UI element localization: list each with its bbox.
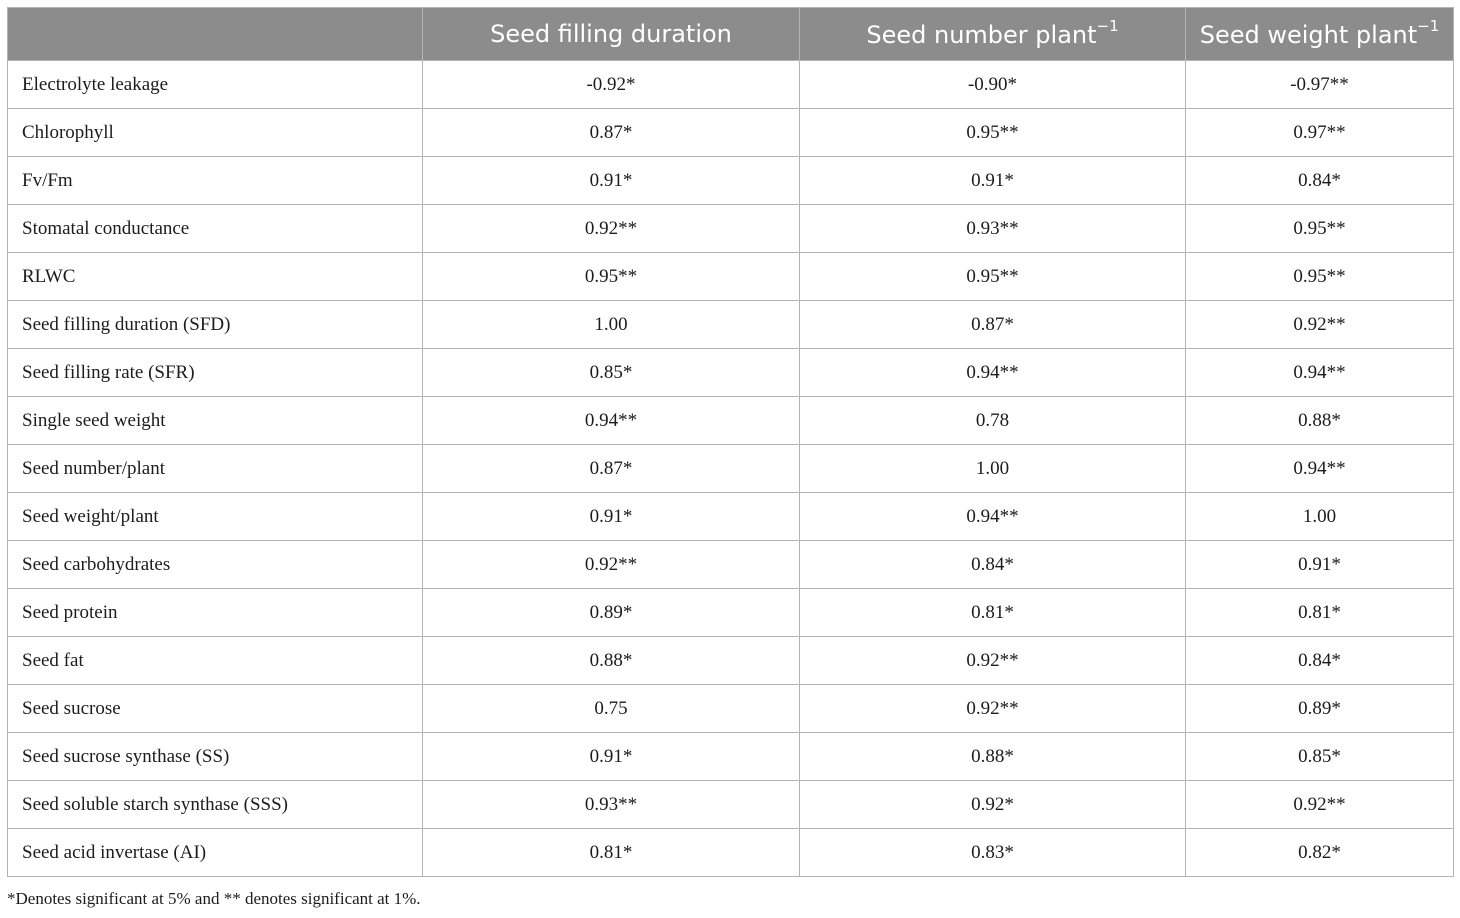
header-seed-number-sup: −1 [1096,16,1119,35]
row-label: Seed protein [8,589,423,637]
correlation-value: 0.84* [1186,637,1454,685]
correlation-value: 0.87* [423,445,800,493]
table-row [8,685,1454,733]
correlation-table [7,7,1454,877]
header-blank [8,8,423,61]
correlation-value: 0.85* [423,349,800,397]
table-row [8,781,1454,829]
correlation-value: 0.75 [423,685,800,733]
correlation-value: 0.87* [800,301,1186,349]
row-label: Seed acid invertase (AI) [8,829,423,877]
correlation-value: 0.83* [800,829,1186,877]
correlation-value: 0.91* [1186,541,1454,589]
correlation-value: 0.95** [423,253,800,301]
row-label: Chlorophyll [8,109,423,157]
correlation-value: 0.88* [800,733,1186,781]
row-label: Electrolyte leakage [8,61,423,109]
correlation-value: 0.94** [800,349,1186,397]
row-label: Seed fat [8,637,423,685]
correlation-value: 0.87* [423,109,800,157]
table-row [8,397,1454,445]
correlation-value: 0.97** [1186,109,1454,157]
correlation-value: 0.88* [423,637,800,685]
table-footnote: *Denotes significant at 5% and ** denotes significant at 1%. [7,889,421,908]
table-row [8,301,1454,349]
header-seed-weight-plant [1186,8,1454,61]
table-row [8,253,1454,301]
header-seed-filling-duration: Seed filling duration [423,8,800,61]
correlation-value: -0.97** [1186,61,1454,109]
correlation-value: 1.00 [800,445,1186,493]
correlation-value: 0.92** [1186,781,1454,829]
correlation-value: 0.92* [800,781,1186,829]
correlation-value: 0.91* [423,493,800,541]
table-row [8,637,1454,685]
table-row [8,205,1454,253]
correlation-value: 0.94** [1186,349,1454,397]
row-label: Seed number/plant [8,445,423,493]
correlation-value: 0.93** [800,205,1186,253]
correlation-value: 0.81* [1186,589,1454,637]
row-label: Seed weight/plant [8,493,423,541]
correlation-value: 0.92** [800,637,1186,685]
correlation-value: 0.94** [1186,445,1454,493]
correlation-value: 0.95** [1186,253,1454,301]
header-seed-weight-text: Seed weight plant [1199,20,1418,49]
correlation-value: 0.94** [423,397,800,445]
row-label: Seed carbohydrates [8,541,423,589]
row-label: RLWC [8,253,423,301]
correlation-value: 0.92** [423,205,800,253]
correlation-table-container [7,7,1453,877]
header-seed-number-text: Seed number plant [866,20,1097,49]
header-seed-number-plant [800,8,1186,61]
correlation-value: 0.92** [423,541,800,589]
table-row [8,493,1454,541]
table-row [8,733,1454,781]
row-label: Stomatal conductance [8,205,423,253]
correlation-value: 0.84* [1186,157,1454,205]
correlation-value: 0.78 [800,397,1186,445]
row-label: Single seed weight [8,397,423,445]
row-label: Seed filling duration (SFD) [8,301,423,349]
correlation-value: 0.95** [800,253,1186,301]
table-body [8,61,1454,877]
correlation-value: 0.81* [800,589,1186,637]
correlation-value: 0.84* [800,541,1186,589]
row-label: Fv/Fm [8,157,423,205]
row-label: Seed sucrose synthase (SS) [8,733,423,781]
correlation-value: 0.91* [423,157,800,205]
correlation-value: 0.88* [1186,397,1454,445]
correlation-value: -0.90* [800,61,1186,109]
header-row [8,8,1454,61]
table-row [8,349,1454,397]
correlation-value: -0.92* [423,61,800,109]
row-label: Seed sucrose [8,685,423,733]
correlation-value: 0.89* [1186,685,1454,733]
correlation-value: 0.95** [1186,205,1454,253]
correlation-value: 0.92** [1186,301,1454,349]
correlation-value: 1.00 [1186,493,1454,541]
row-label: Seed filling rate (SFR) [8,349,423,397]
correlation-value: 0.91* [800,157,1186,205]
correlation-value: 0.89* [423,589,800,637]
correlation-value: 1.00 [423,301,800,349]
header-seed-weight-sup: −1 [1417,16,1440,35]
row-label: Seed soluble starch synthase (SSS) [8,781,423,829]
correlation-value: 0.93** [423,781,800,829]
table-row [8,157,1454,205]
table-row [8,829,1454,877]
table-row [8,541,1454,589]
correlation-value: 0.92** [800,685,1186,733]
correlation-value: 0.94** [800,493,1186,541]
correlation-value: 0.81* [423,829,800,877]
correlation-value: 0.82* [1186,829,1454,877]
table-row [8,445,1454,493]
correlation-value: 0.91* [423,733,800,781]
table-row [8,61,1454,109]
correlation-value: 0.85* [1186,733,1454,781]
correlation-value: 0.95** [800,109,1186,157]
table-row [8,109,1454,157]
table-row [8,589,1454,637]
